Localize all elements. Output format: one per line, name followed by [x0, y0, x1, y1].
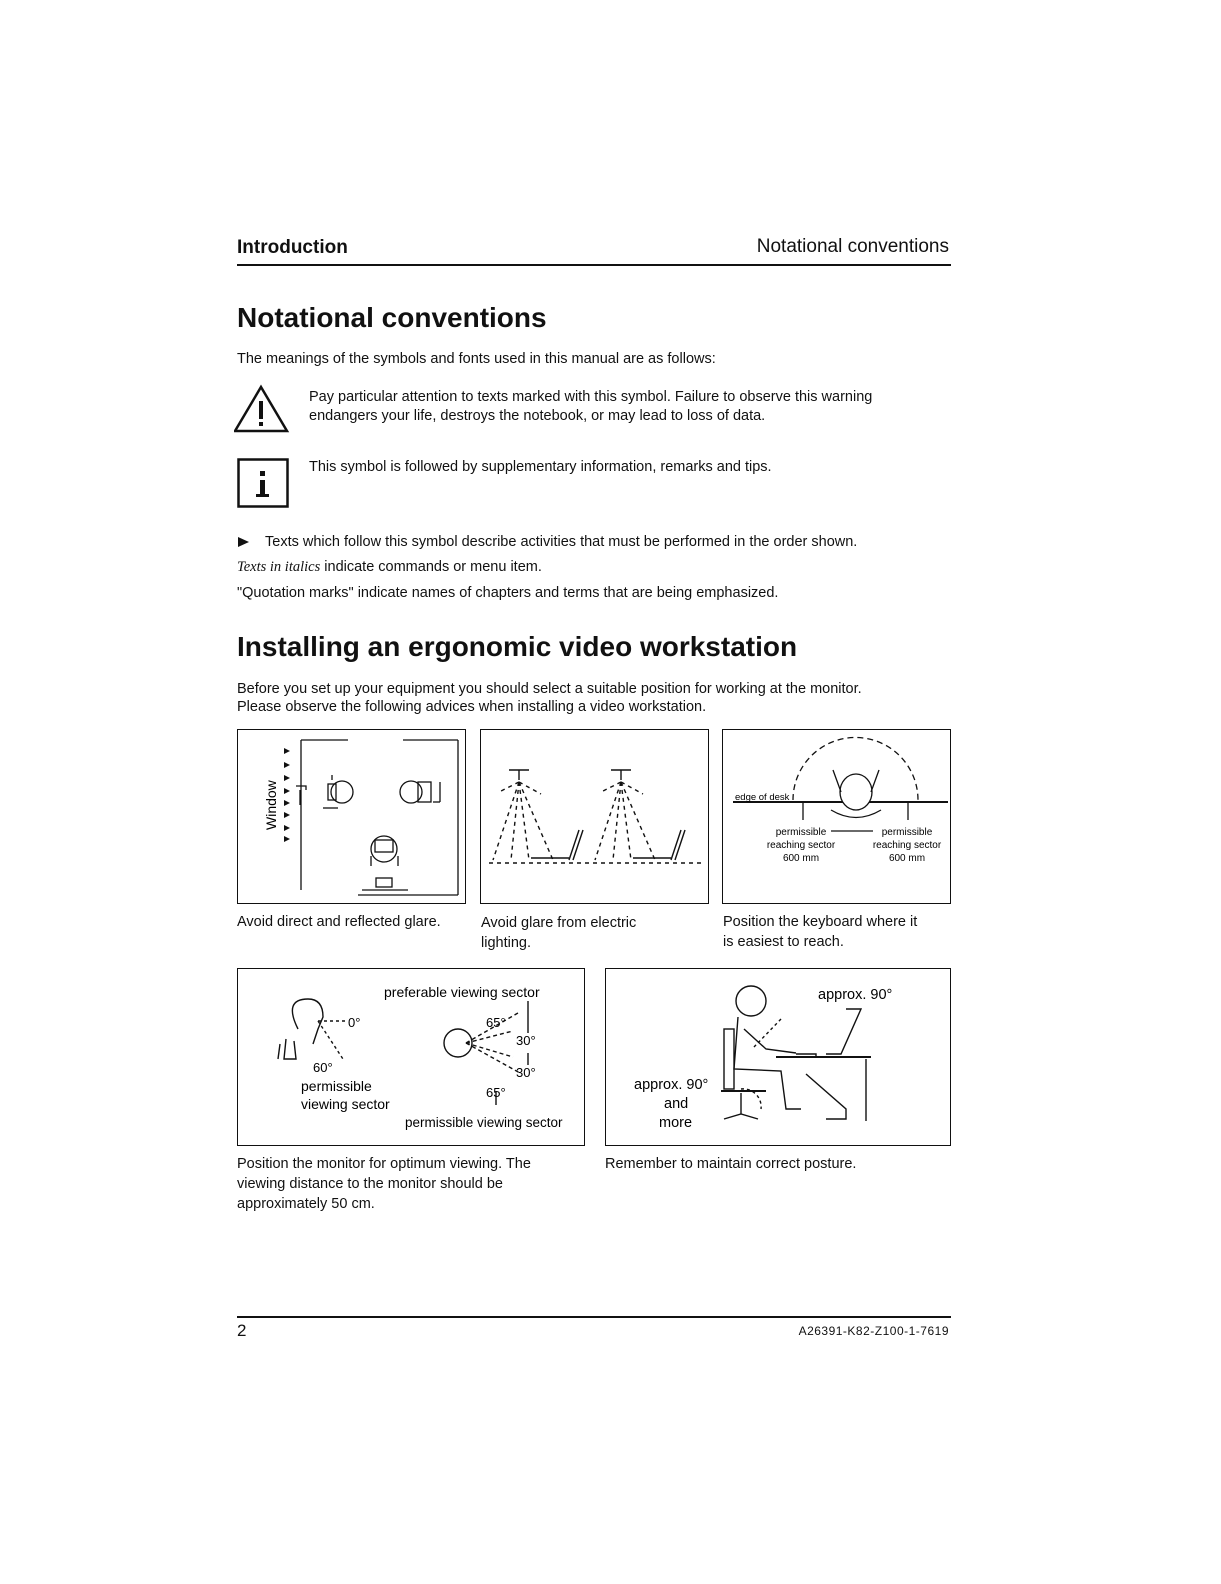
warning-icon [234, 384, 290, 434]
approx-90-left-l1: approx. 90° [634, 1077, 709, 1093]
right-reach-l3: 600 mm [888, 853, 926, 864]
glare-lighting-diagram [481, 730, 707, 902]
permissible-left-l1: permissible [301, 1078, 372, 1094]
figure-keyboard-reach [722, 729, 951, 904]
quotes-text: "Quotation marks" indicate names of chapters and terms that are being emphasized. [237, 585, 779, 601]
fig3-caption-line2: is easiest to reach. [723, 934, 844, 950]
glare-window-diagram [238, 730, 464, 902]
left-reach-l1: permissible [775, 827, 827, 838]
fig2-caption-line1: Avoid glare from electric [481, 915, 637, 931]
right-reach-l2: reaching sector [872, 840, 942, 851]
document-code: A26391-K82-Z100-1-7619 [798, 1324, 949, 1338]
approx-90-left-l3: more [659, 1115, 693, 1131]
edge-of-desk-label: edge of desk [735, 792, 790, 803]
deg-30-bottom-label: 30° [516, 1065, 536, 1080]
viewing-sector-diagram [238, 969, 583, 1144]
approx-90-left-l2: and [664, 1096, 689, 1112]
fig3-caption-line1: Position the keyboard where it [723, 914, 918, 930]
deg-65-top-label: 65° [486, 1015, 506, 1030]
deg-60-label: 60° [313, 1060, 333, 1075]
page-number: 2 [237, 1321, 247, 1340]
deg-65-bottom-label: 65° [486, 1085, 506, 1100]
fig4-caption-line2: viewing distance to the monitor should be [237, 1176, 503, 1192]
info-icon [237, 458, 289, 508]
notational-title: Notational conventions [237, 302, 547, 333]
fig5-caption: Remember to maintain correct posture. [605, 1156, 857, 1172]
window-label: Window [263, 780, 279, 830]
fig2-caption-line2: lighting. [481, 935, 531, 951]
permissible-left-l2: viewing sector [301, 1096, 390, 1112]
posture-diagram [606, 969, 949, 1144]
left-reach-l2: reaching sector [766, 840, 836, 851]
figure-viewing-sector [237, 968, 585, 1146]
figure-glare-lighting [480, 729, 709, 904]
deg-0-label: 0° [348, 1015, 361, 1030]
italics-word: Texts in italics [237, 559, 321, 575]
ergonomic-intro-line2: Please observe the following advices when installing a video workstation. [237, 699, 707, 715]
keyboard-reach-diagram [723, 730, 949, 902]
right-reach-l1: permissible [881, 827, 933, 838]
fig4-caption-line3: approximately 50 cm. [237, 1196, 375, 1212]
ergonomic-intro-line1: Before you set up your equipment you should select a suitable position for working at the monitor. [237, 681, 862, 697]
info-text: This symbol is followed by supplementary information, remarks and tips. [309, 459, 772, 475]
header-rule [237, 264, 951, 266]
preferable-label: preferable viewing sector [384, 984, 540, 1000]
figure-posture [605, 968, 951, 1146]
notational-intro: The meanings of the symbols and fonts used in this manual are as follows: [237, 351, 716, 367]
header-section: Introduction [237, 237, 348, 258]
header-chapter: Notational conventions [756, 236, 949, 257]
warning-text-line2: endangers your life, destroys the notebook, or may lead to loss of data. [309, 408, 766, 424]
deg-30-top-label: 30° [516, 1033, 536, 1048]
fig4-caption-line1: Position the monitor for optimum viewing. The [237, 1156, 531, 1172]
fig1-caption: Avoid direct and reflected glare. [237, 914, 441, 930]
warning-text-line1: Pay particular attention to texts marked with this symbol. Failure to observe this warning [309, 389, 873, 405]
approx-90-top-label: approx. 90° [818, 987, 893, 1003]
arrow-text: Texts which follow this symbol describe activities that must be performed in the order shown. [265, 534, 858, 550]
figure-glare-window [237, 729, 466, 904]
footer-rule [237, 1316, 951, 1318]
ergonomic-title: Installing an ergonomic video workstation [237, 631, 798, 662]
arrow-bullet-icon [237, 536, 251, 548]
italics-rest: indicate commands or menu item. [320, 559, 542, 575]
italics-line [237, 558, 542, 577]
left-reach-l3: 600 mm [782, 853, 820, 864]
permissible-bottom-label: permissible viewing sector [405, 1115, 563, 1130]
